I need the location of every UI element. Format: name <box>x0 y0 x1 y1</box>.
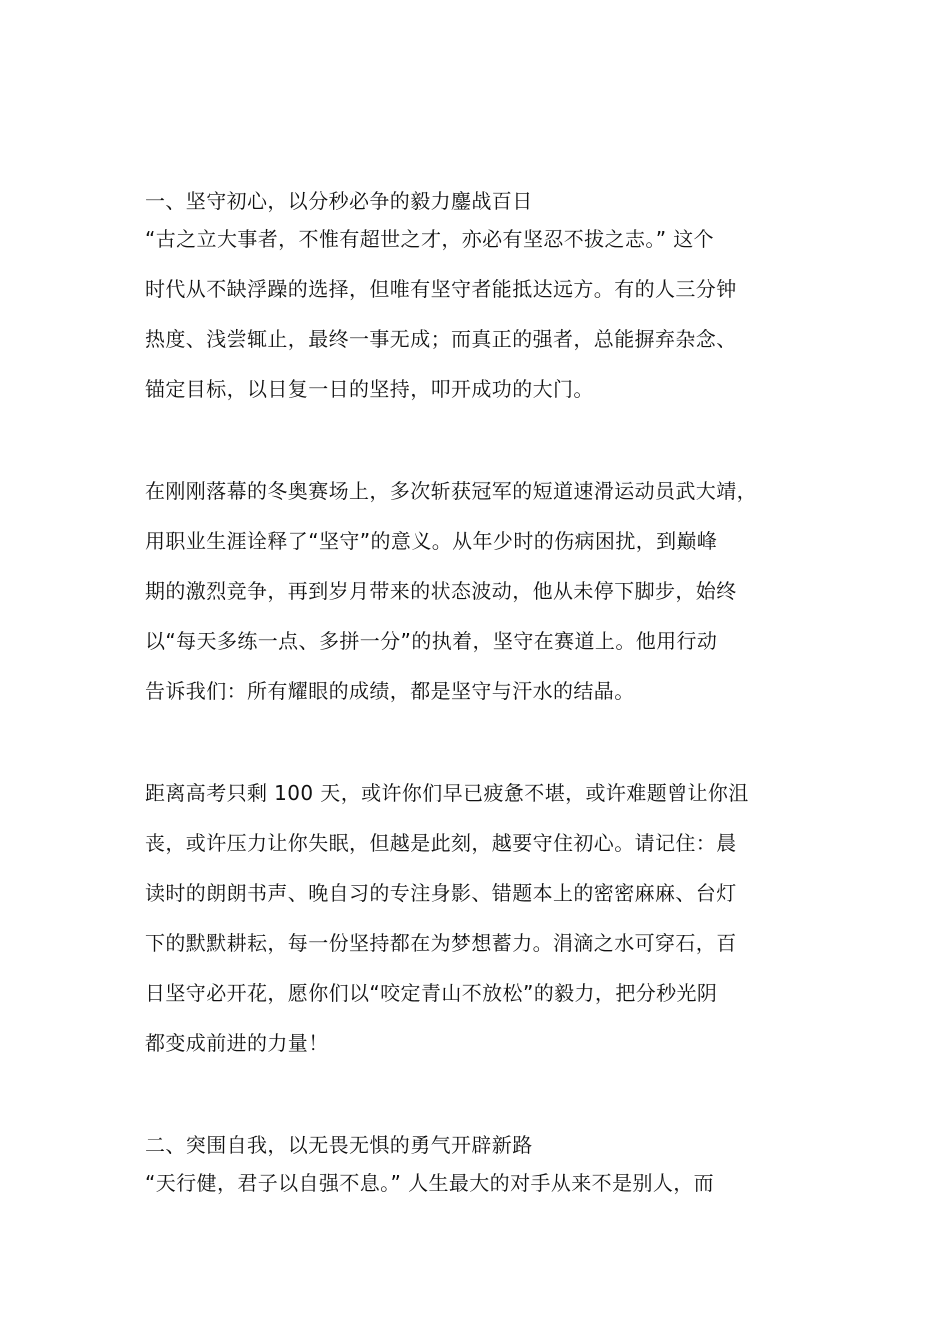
paragraph-line: “古之立大事者，不惟有超世之才，亦必有坚忍不拔之志。” 这个 <box>145 227 715 251</box>
document-body <box>145 182 810 1214</box>
paragraph-gap <box>145 1074 810 1126</box>
paragraph-line: 丧，或许压力让你失眠，但越是此刻，越要守住初心。请记住：晨 <box>145 831 737 855</box>
paragraph-line: 告诉我们：所有耀眼的成绩，都是坚守与汗水的结晶。 <box>145 679 635 703</box>
paragraph-line: 锚定目标，以日复一日的坚持，叩开成功的大门。 <box>145 377 594 401</box>
paragraph-line: 以“每天多练一点、多拼一分”的执着，坚守在赛道上。他用行动 <box>145 629 718 653</box>
paragraph-4 <box>145 1164 810 1214</box>
paragraph-line: 期的激烈竞争，再到岁月带来的状态波动，他从未停下脚步，始终 <box>145 579 737 603</box>
paragraph-line: 日坚守必开花，愿你们以“咬定青山不放松”的毅力，把分秒光阴 <box>145 981 718 1005</box>
paragraph-line: 下的默默耕耘，每一份坚持都在为梦想蓄力。涓滴之水可穿石，百 <box>145 931 737 955</box>
paragraph-2 <box>145 472 810 722</box>
paragraph-line: 在刚刚落幕的冬奥赛场上，多次斩获冠军的短道速滑运动员武大靖， <box>145 479 757 503</box>
paragraph-3 <box>145 774 810 1074</box>
paragraph-line: 时代从不缺浮躁的选择，但唯有坚守者能抵达远方。有的人三分钟 <box>145 277 737 301</box>
paragraph-line: 用职业生涯诠释了“坚守”的意义。从年少时的伤病困扰，到巅峰 <box>145 529 718 553</box>
paragraph-line: 都变成前进的力量！ <box>145 1031 329 1055</box>
paragraph-line: 热度、浅尝辄止，最终一事无成；而真正的强者，总能摒弃杂念、 <box>145 327 737 351</box>
paragraph-line: 距离高考只剩 100 天，或许你们早已疲惫不堪，或许难题曾让你沮 <box>145 781 749 805</box>
paragraph-line: “天行健，君子以自强不息。” 人生最大的对手从来不是别人，而 <box>145 1171 715 1195</box>
paragraph-1 <box>145 220 810 420</box>
section-heading-2: 二、突围自我，以无畏无惧的勇气开辟新路 <box>145 1133 533 1157</box>
paragraph-gap <box>145 722 810 774</box>
paragraph-line: 读时的朗朗书声、晚自习的专注身影、错题本上的密密麻麻、台灯 <box>145 881 737 905</box>
section-heading-1: 一、坚守初心，以分秒必争的毅力鏖战百日 <box>145 189 533 213</box>
paragraph-gap <box>145 420 810 472</box>
